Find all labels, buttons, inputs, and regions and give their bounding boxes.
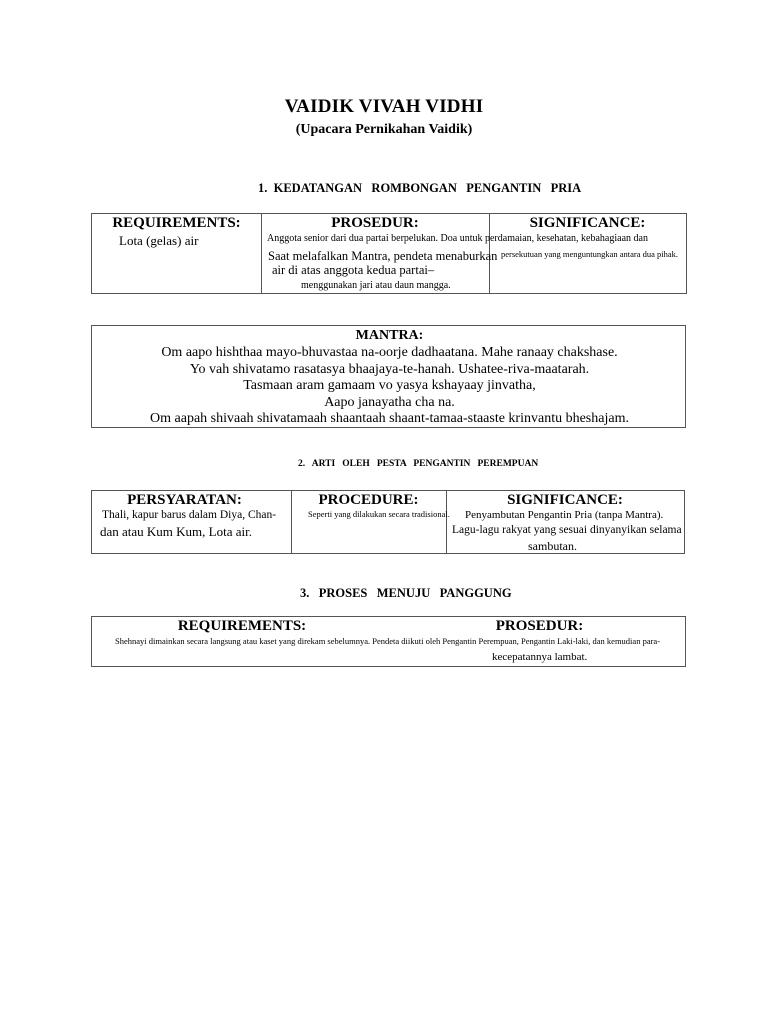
section-2-table	[91, 490, 685, 554]
prosedur-header: PROSEDUR:	[331, 215, 419, 231]
section-2-heading: 2. ARTI OLEH PESTA PENGANTIN PEREMPUAN	[298, 459, 539, 469]
persyaratan-header: PERSYARATAN:	[127, 492, 242, 508]
persyaratan-line1: Thali, kapur barus dalam Diya, Chan-	[102, 509, 277, 521]
document-subtitle: (Upacara Pernikahan Vaidik)	[295, 122, 473, 137]
section-1-table	[91, 213, 687, 294]
significance-header: SIGNIFICANCE:	[529, 215, 646, 231]
prosedur-text-line1: Anggota senior dari dua partai berpelukan. Doa untuk perdamaian, kesehatan, kebahagiaan dan	[267, 233, 648, 244]
prosedur-header-3: PROSEDUR:	[495, 618, 584, 634]
section3-text-line1: Shehnayi dimainkan secara langsung atau kaset yang direkam sebelumnya. Pendeta diikuti oleh Pengantin Perempuan, Pengantin Laki-laki, dan kemudian para-	[115, 636, 661, 646]
mantra-line-5: Om aapah shivaah shivatamaah shaantaah shaant-tamaa-staaste krinvantu bheshajam.	[150, 411, 629, 426]
requirements-text: Lota (gelas) air	[119, 233, 199, 248]
requirements-header-3: REQUIREMENTS:	[177, 618, 307, 634]
procedure-header: PROCEDURE:	[318, 492, 419, 508]
mantra-box	[91, 325, 686, 428]
significance-header-2: SIGNIFICANCE:	[507, 492, 623, 508]
significance2-line2: Lagu-lagu rakyat yang sesuai dinyanyikan selama	[452, 524, 682, 536]
significance2-line3: sambutan.	[528, 539, 577, 553]
section-3-table	[91, 616, 686, 667]
persyaratan-line2: dan atau Kum Kum, Lota air.	[100, 524, 252, 539]
mantra-heading: MANTRA:	[355, 328, 424, 343]
mantra-line-3: Tasmaan aram gamaam vo yasya kshayaay jinvatha,	[243, 378, 536, 393]
requirements-header: REQUIREMENTS:	[112, 215, 241, 231]
mantra-line-4: Aapo janayatha cha na.	[324, 395, 455, 410]
procedure-text: Seperti yang dilakukan secara tradisional.	[308, 509, 450, 519]
section-3-heading: 3. PROSES MENUJU PANGGUNG	[300, 586, 512, 600]
prosedur-text-line2: Saat melafalkan Mantra, pendeta menaburkan	[268, 249, 498, 263]
document-title: VAIDIK VIVAH VIDHI	[284, 96, 484, 117]
prosedur-text-line3: air di atas anggota kedua partai–	[272, 263, 435, 277]
mantra-line-2: Yo vah shivatamo rasatasya bhaajaya-te-hanah. Ushatee-riva-maatarah.	[189, 362, 590, 377]
section-1-heading: 1. KEDATANGAN ROMBONGAN PENGANTIN PRIA	[258, 181, 582, 195]
mantra-line-1: Om aapo hishthaa mayo-bhuvastaa na-oorje dadhaatana. Mahe ranaay chakshase.	[161, 345, 618, 360]
prosedur-text-line4: menggunakan jari atau daun mangga.	[301, 280, 451, 291]
section3-text-line2: kecepatannya lambat.	[492, 651, 588, 663]
significance2-line1: Penyambutan Pengantin Pria (tanpa Mantra).	[465, 509, 664, 521]
significance-text: persekutuan yang menguntungkan antara dua pihak.	[501, 249, 679, 259]
